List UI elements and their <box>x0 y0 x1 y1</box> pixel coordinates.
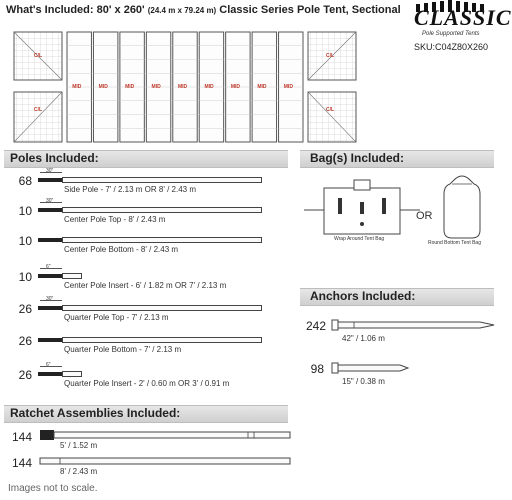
title-metric: (24.4 m x 79.24 m) <box>147 6 217 15</box>
pole-qty: 26 <box>18 302 32 316</box>
anchor-1-caption: 42" / 1.06 m <box>342 334 385 343</box>
pole-end-fitting <box>38 306 62 310</box>
ratchet-5ft-illustration <box>38 428 292 442</box>
pole-illustration <box>62 337 262 343</box>
page-title <box>6 4 401 16</box>
pole-qty: 10 <box>18 234 32 248</box>
mid-section-label: MID <box>125 84 135 90</box>
mid-section-label: MID <box>178 84 188 90</box>
mid-section-label: MID <box>257 84 267 90</box>
pole-qty: 10 <box>18 204 32 218</box>
pole-caption: Center Pole Insert - 6' / 1.82 m OR 7' / 2.13 m <box>64 281 227 290</box>
pole-fitting-length: 30" <box>46 198 54 204</box>
mid-section-label: MID <box>283 84 293 90</box>
ratchet-2-caption: 8' / 2.43 m <box>60 467 98 476</box>
anchors-section-title: Anchors Included: <box>310 289 416 303</box>
pole-end-fitting <box>38 208 62 212</box>
pole-illustration <box>62 305 262 311</box>
pole-caption: Side Pole - 7' / 2.13 m OR 8' / 2.43 m <box>64 185 197 194</box>
bags-section-title: Bag(s) Included: <box>310 151 405 165</box>
pole-illustration <box>62 273 82 279</box>
pole-end-fitting <box>38 372 62 376</box>
pole-fitting-length: 6" <box>46 362 51 368</box>
ratchets-section-title: Ratchet Assemblies Included: <box>10 406 181 420</box>
logo: CLASSIC <box>414 5 512 30</box>
pole-qty: 26 <box>18 368 32 382</box>
ratchet-1-qty: 144 <box>11 430 32 444</box>
pole-illustration <box>62 371 82 377</box>
pole-fitting-length: 30" <box>46 296 54 302</box>
pole-illustration <box>62 237 262 243</box>
mid-section-label: MID <box>204 84 214 90</box>
round-bag-caption: Round Bottom Tent Bag <box>428 240 481 246</box>
corner-label-top-left: C/L <box>34 53 43 59</box>
pole-illustration <box>62 207 262 213</box>
pole-caption: Center Pole Top - 8' / 2.43 m <box>64 215 166 224</box>
anchor-1-qty: 242 <box>305 319 326 333</box>
mid-section-label: MID <box>72 84 82 90</box>
pole-caption: Center Pole Bottom - 8' / 2.43 m <box>64 245 179 254</box>
round-bottom-tent-bag-illustration <box>440 172 484 242</box>
pole-end-fitting <box>38 238 62 242</box>
pole-fitting-length: 6" <box>46 264 51 270</box>
ratchet-8ft-illustration <box>38 454 292 468</box>
poles-section-title: Poles Included: <box>10 151 99 165</box>
pole-qty: 68 <box>18 174 32 188</box>
pole-caption: Quarter Pole Bottom - 7' / 2.13 m <box>64 345 182 354</box>
scale-note: Images not to scale. <box>8 483 98 494</box>
pole-fitting-length: 30" <box>46 168 54 174</box>
logo-tagline: Pole Supported Tents <box>422 31 480 37</box>
bag-or-text: OR <box>416 210 433 222</box>
pole-caption: Quarter Pole Top - 7' / 2.13 m <box>64 313 169 322</box>
title-main: What's Included: 80' x 260' <box>6 4 145 16</box>
corner-label-bottom-right: C/L <box>326 107 335 113</box>
pole-dimension-line <box>40 268 62 269</box>
anchor-2-caption: 15" / 0.38 m <box>342 377 385 386</box>
anchor-2-qty: 98 <box>310 362 324 376</box>
anchor-stake-short <box>330 361 410 375</box>
sku-label: SKU:C04Z80X260 <box>414 42 489 52</box>
pole-end-fitting <box>38 178 62 182</box>
pole-qty: 26 <box>18 334 32 348</box>
corner-label-bottom-left: C/L <box>34 107 43 113</box>
pole-caption: Quarter Pole Insert - 2' / 0.60 m OR 3' / 0.91 m <box>64 379 230 388</box>
pole-end-fitting <box>38 338 62 342</box>
pole-qty: 10 <box>18 270 32 284</box>
wrap-bag-caption: Wrap Around Tent Bag <box>334 236 385 242</box>
ratchet-2-qty: 144 <box>11 456 32 470</box>
anchor-stake-long <box>330 318 496 332</box>
pole-illustration <box>62 177 262 183</box>
ratchet-1-caption: 5' / 1.52 m <box>60 441 98 450</box>
corner-label-top-right: C/L <box>326 53 335 59</box>
pole-dimension-line <box>40 366 62 367</box>
pole-end-fitting <box>38 274 62 278</box>
mid-section-label: MID <box>151 84 161 90</box>
title-rest: Classic Series Pole Tent, Sectional <box>219 4 401 16</box>
mid-section-label: MID <box>98 84 108 90</box>
mid-section-label: MID <box>230 84 241 90</box>
